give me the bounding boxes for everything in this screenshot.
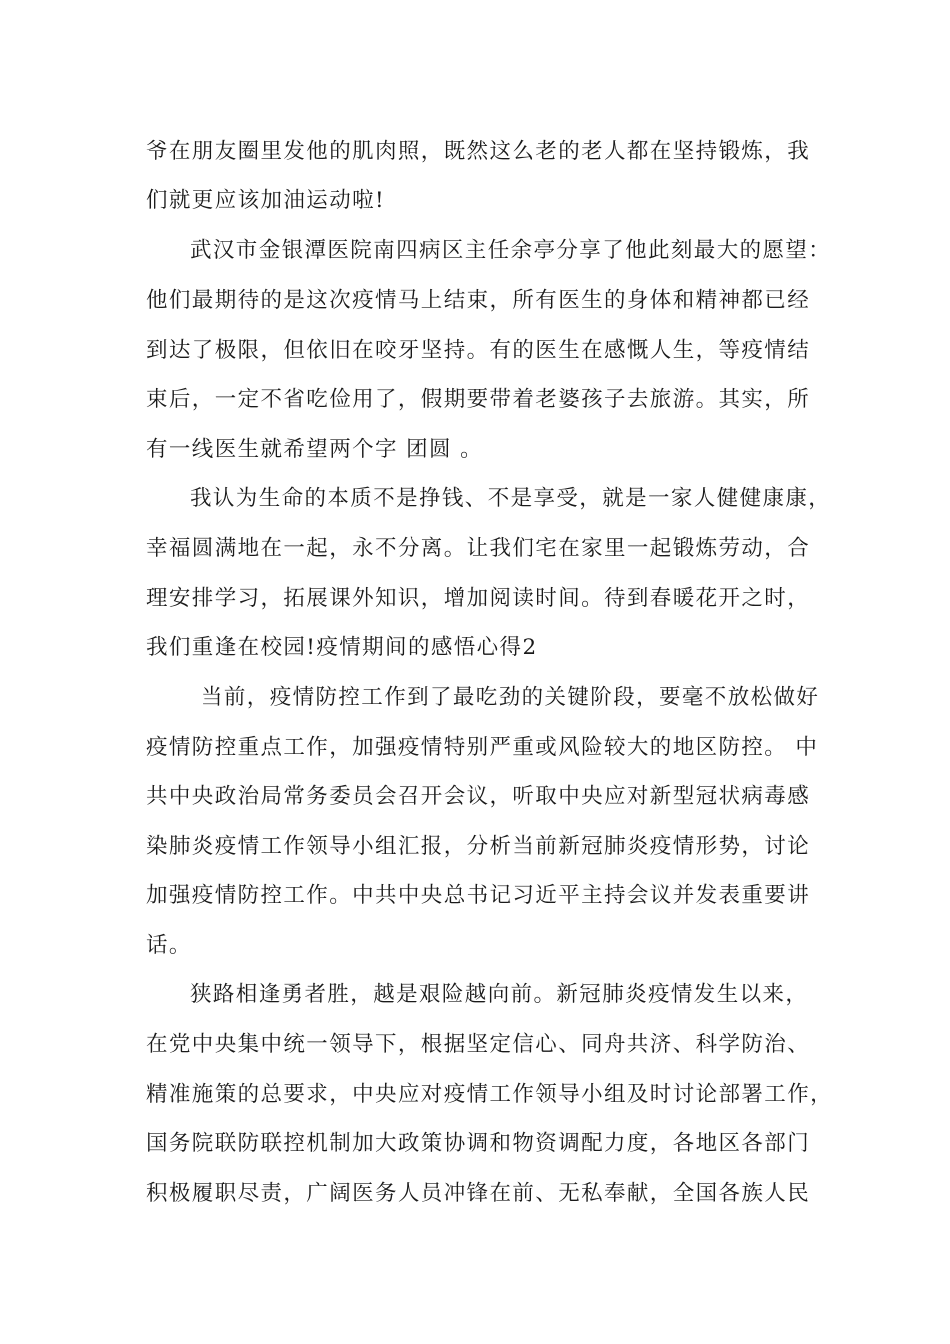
text-line: 国务院联防联控机制加大政策协调和物资调配力度，各地区各部门	[146, 1131, 811, 1156]
paragraph-first-line: 武汉市金银潭医院南四病区主任余亭分享了他此刻最大的愿望：	[190, 238, 832, 263]
text-line: 他们最期待的是这次疫情马上结束，所有医生的身体和精神都已经	[146, 288, 811, 313]
text-line: 束后，一定不省吃俭用了，假期要带着老婆孩子去旅游。其实，所	[146, 387, 811, 412]
text-line: 爷在朋友圈里发他的肌肉照，既然这么老的老人都在坚持锻炼，我	[146, 139, 811, 164]
paragraph-first-line: 我认为生命的本质不是挣钱、不是享受，就是一家人健健康康，	[190, 486, 832, 511]
text-line: 幸福圆满地在一起，永不分离。让我们宅在家里一起锻炼劳动，合	[146, 536, 811, 561]
text-line: 们就更应该加油运动啦!	[146, 188, 386, 213]
text-line: 染肺炎疫情工作领导小组汇报，分析当前新冠肺炎疫情形势，讨论	[146, 834, 811, 859]
paragraph-first-line: 当前，疫情防控工作到了最吃劲的关键阶段，要毫不放松做好	[201, 685, 820, 710]
text-line: 加强疫情防控工作。中共中央总书记习近平主持会议并发表重要讲	[146, 883, 811, 908]
text-line: 有一线医生就希望两个字 团圆 。	[146, 437, 484, 462]
text-line: 精准施策的总要求，中央应对疫情工作领导小组及时讨论部署工作，	[146, 1082, 834, 1107]
text-line: 疫情防控重点工作，加强疫情特别严重或风险较大的地区防控。 中	[146, 735, 819, 760]
text-line: 话。	[146, 933, 192, 958]
text-line: 共中央政治局常务委员会召开会议，听取中央应对新型冠状病毒感	[146, 784, 811, 809]
text-line: 理安排学习，拓展课外知识，增加阅读时间。待到春暖花开之时，	[146, 586, 811, 611]
text-line: 积极履职尽责，广阔医务人员冲锋在前、无私奉献，全国各族人民	[146, 1181, 811, 1206]
text-line: 到达了极限，但依旧在咬牙坚持。有的医生在感慨人生，等疫情结	[146, 338, 811, 363]
text-line: 在党中央集中统一领导下，根据坚定信心、同舟共济、科学防治、	[146, 1032, 811, 1057]
section-heading-line: 我们重逢在校园!疫情期间的感悟心得2	[146, 635, 538, 660]
paragraph-first-line: 狭路相逢勇者胜，越是艰险越向前。新冠肺炎疫情发生以来，	[190, 982, 809, 1007]
